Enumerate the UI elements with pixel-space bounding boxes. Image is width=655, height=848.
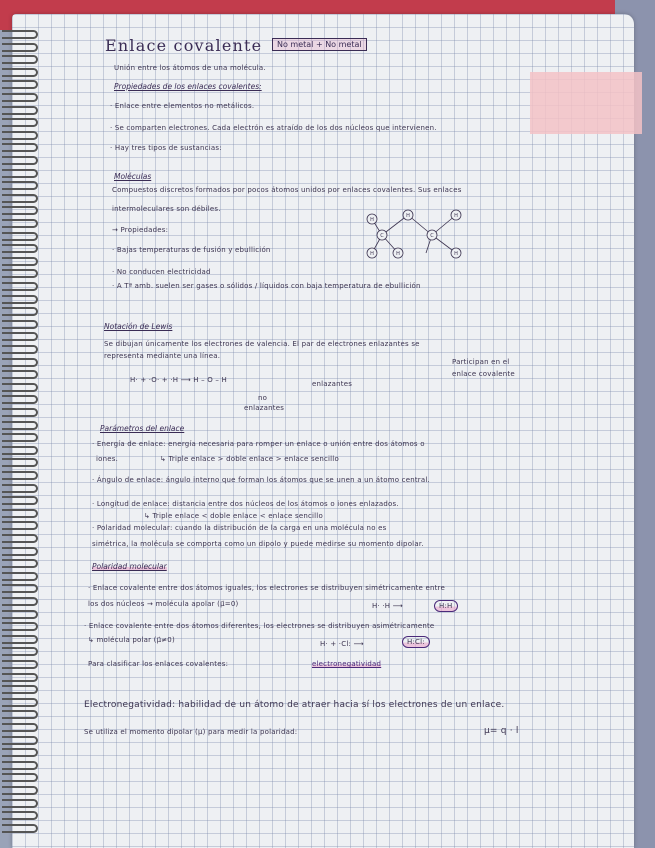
spiral-coil: [2, 635, 38, 644]
spiral-coil: [2, 307, 38, 316]
spiral-coil: [2, 169, 38, 178]
spiral-coil: [2, 584, 38, 593]
spiral-coil: [2, 131, 38, 140]
section-heading: Polaridad molecular: [92, 562, 167, 571]
lewis-structure: H:H: [434, 600, 458, 612]
note-line: · Hay tres tipos de sustancias:: [110, 144, 222, 152]
note-line: Unión entre los átomos de una molécula.: [114, 64, 266, 72]
spiral-coil: [2, 93, 38, 102]
spiral-coil: [2, 421, 38, 430]
note-line: · Polaridad molecular: cuando la distribución de la carga en una molécula no es: [92, 524, 387, 532]
note-line: · Enlace entre elementos no metálicos.: [110, 102, 255, 110]
note-line: · Ángulo de enlace: ángulo interno que forman los átomos que se unen a un átomo central.: [92, 476, 430, 484]
spiral-coil: [2, 824, 38, 833]
spiral-coil: [2, 572, 38, 581]
note-line: ↳ Triple enlace > doble enlace > enlace sencillo: [160, 455, 339, 463]
spiral-coil: [2, 232, 38, 241]
spiral-coil: [2, 282, 38, 291]
notebook-spiral: [0, 30, 40, 840]
spiral-coil: [2, 496, 38, 505]
spiral-coil: [2, 358, 38, 367]
spiral-coil: [2, 206, 38, 215]
note-line: · Enlace covalente entre dos átomos diferentes, los electrones se distribuyen asimétricamente: [84, 622, 435, 630]
spiral-coil: [2, 610, 38, 619]
spiral-coil: [2, 811, 38, 820]
section-heading: Propiedades de los enlaces covalentes:: [114, 82, 262, 91]
note-line: ↳ Triple enlace < doble enlace < enlace sencillo: [144, 512, 323, 520]
note-line: intermoleculares son débiles.: [112, 205, 221, 213]
atom-label: H: [370, 217, 374, 223]
title-tag: No metal + No metal: [272, 38, 367, 51]
spiral-coil: [2, 534, 38, 543]
spiral-coil: [2, 156, 38, 165]
highlighted-term: electronegatividad: [312, 660, 382, 668]
note-line: H· + ·Cl: ⟶: [320, 640, 364, 648]
spiral-coil: [2, 43, 38, 52]
lewis-equation: H· + ·O· + ·H ⟶ H – O – H: [130, 376, 227, 384]
note-line: → Propiedades:: [112, 226, 169, 234]
formula: μ= q · l: [484, 726, 519, 736]
spiral-coil: [2, 547, 38, 556]
spiral-coil: [2, 673, 38, 682]
spiral-coil: [2, 320, 38, 329]
page-title: Enlace covalente: [105, 36, 263, 55]
note-line: ↳ molécula polar (μ⃗≠0): [88, 636, 175, 644]
sticky-note: [530, 72, 642, 134]
section-heading: Parámetros del enlace: [100, 424, 185, 433]
spiral-coil: [2, 80, 38, 89]
spiral-coil: [2, 484, 38, 493]
spiral-coil: [2, 143, 38, 152]
spiral-coil: [2, 458, 38, 467]
section-heading: Moléculas: [114, 172, 152, 181]
molecule-diagram: [360, 205, 480, 265]
spiral-coil: [2, 446, 38, 455]
note-line: · Bajas temperaturas de fusión y ebullición: [112, 246, 271, 254]
note-line: · A Tª amb. suelen ser gases o sólidos / líquidos con baja temperatura de ebullición: [112, 282, 421, 290]
spiral-coil: [2, 118, 38, 127]
spiral-coil: [2, 106, 38, 115]
spiral-coil: [2, 647, 38, 656]
spiral-coil: [2, 408, 38, 417]
note-line: · No conducen electricidad: [112, 268, 211, 276]
spiral-coil: [2, 471, 38, 480]
spiral-coil: [2, 559, 38, 568]
note-line: los dos núcleos → molécula apolar (μ⃗=0): [88, 600, 239, 608]
note-line: Compuestos discretos formados por pocos átomos unidos por enlaces covalentes. Sus enlaces: [112, 186, 462, 194]
spiral-coil: [2, 194, 38, 203]
spiral-coil: [2, 710, 38, 719]
note-line: enlazantes: [244, 404, 285, 412]
note-line: Participan en el: [452, 358, 510, 366]
spiral-coil: [2, 269, 38, 278]
note-line: Se dibujan únicamente los electrones de valencia. El par de electrones enlazantes se: [104, 340, 420, 348]
spiral-coil: [2, 685, 38, 694]
note-line: · Enlace covalente entre dos átomos iguales, los electrones se distribuyen simétricamente entre: [88, 584, 445, 592]
spiral-coil: [2, 219, 38, 228]
note-line: Para clasificar los enlaces covalentes:: [88, 660, 229, 668]
spiral-coil: [2, 736, 38, 745]
spiral-coil: [2, 786, 38, 795]
spiral-coil: [2, 698, 38, 707]
spiral-coil: [2, 295, 38, 304]
spiral-coil: [2, 345, 38, 354]
atom-label: H: [396, 251, 400, 257]
spiral-coil: [2, 257, 38, 266]
spiral-coil: [2, 433, 38, 442]
spiral-coil: [2, 761, 38, 770]
note-line: no: [258, 394, 268, 402]
spiral-coil: [2, 383, 38, 392]
spiral-coil: [2, 773, 38, 782]
spiral-coil: [2, 521, 38, 530]
note-line: iones.: [96, 455, 119, 463]
note-line: · Energía de enlace: energía necesaria para romper un enlace o unión entre dos átomos o: [92, 440, 425, 448]
spiral-coil: [2, 748, 38, 757]
spiral-coil: [2, 723, 38, 732]
atom-label: H: [454, 251, 458, 257]
spiral-coil: [2, 332, 38, 341]
note-line: Electronegatividad: habilidad de un átomo de atraer hacia sí los electrones de un enlace.: [84, 700, 505, 710]
spiral-coil: [2, 68, 38, 77]
note-line: representa mediante una línea.: [104, 352, 221, 360]
atom-label: H: [454, 213, 458, 219]
note-line: · Longitud de enlace: distancia entre dos núcleos de los átomos o iones enlazados.: [92, 500, 399, 508]
note-line: enlazantes: [312, 380, 353, 388]
atom-label: C: [430, 233, 434, 239]
spiral-coil: [2, 55, 38, 64]
note-line: H· ·H ⟶: [372, 602, 403, 610]
spiral-coil: [2, 597, 38, 606]
spiral-coil: [2, 30, 38, 39]
atom-label: H: [370, 251, 374, 257]
spiral-coil: [2, 395, 38, 404]
note-line: enlace covalente: [452, 370, 515, 378]
spiral-coil: [2, 509, 38, 518]
spiral-coil: [2, 181, 38, 190]
spiral-coil: [2, 660, 38, 669]
lewis-structure: H:Cl:: [402, 636, 430, 648]
spiral-coil: [2, 799, 38, 808]
spiral-coil: [2, 370, 38, 379]
section-heading: Notación de Lewis: [104, 322, 173, 331]
spiral-coil: [2, 244, 38, 253]
atom-label: H: [406, 213, 410, 219]
note-line: Se utiliza el momento dipolar (μ) para medir la polaridad:: [84, 728, 298, 736]
atom-label: C: [380, 233, 384, 239]
note-line: · Se comparten electrones. Cada electrón es atraído de los dos núcleos que intervienen.: [110, 124, 437, 132]
note-line: simétrica, la molécula se comporta como un dipolo y puede medirse su momento dipolar.: [92, 540, 424, 548]
spiral-coil: [2, 622, 38, 631]
